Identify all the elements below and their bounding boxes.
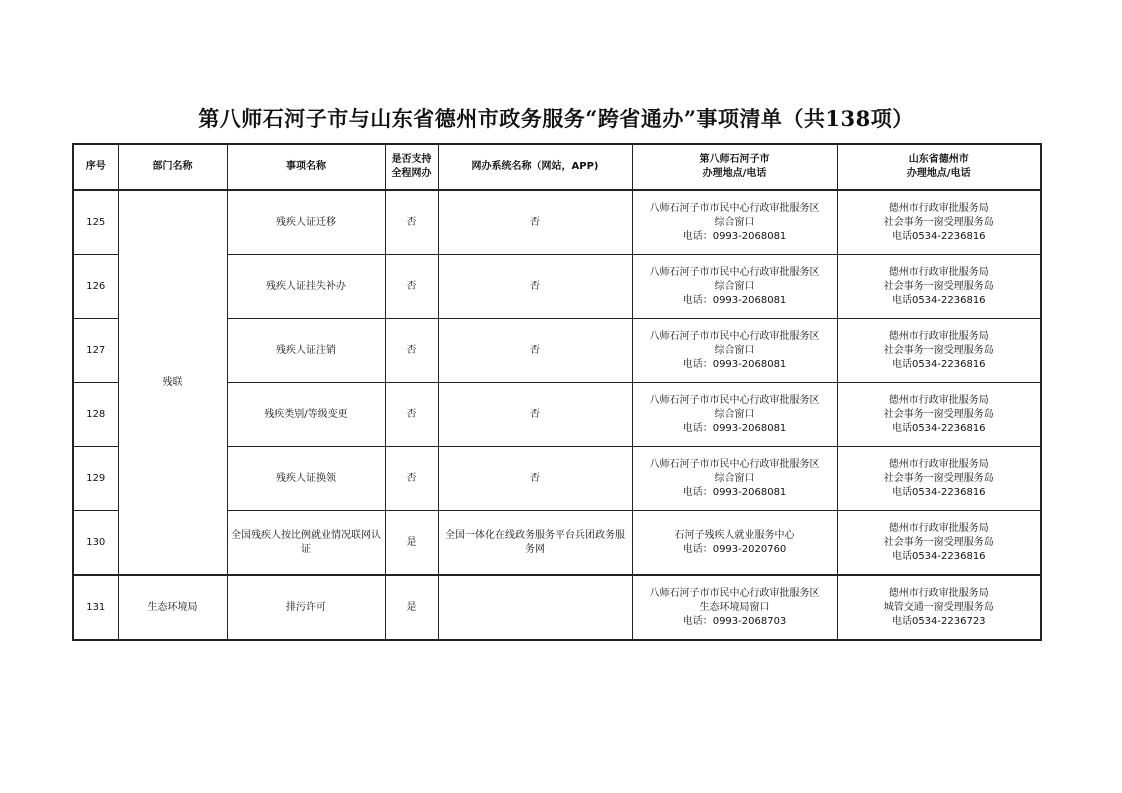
table-row <box>73 190 1041 255</box>
row-system: 否 <box>438 190 632 255</box>
row-full-online: 是 <box>385 511 438 576</box>
row-seq: 130 <box>73 511 118 576</box>
row-item: 残疾人证挂失补办 <box>227 255 385 319</box>
row-dezhou: 德州市行政审批服务局 社会事务一窗受理服务岛 电话0534-2236816 <box>837 190 1041 255</box>
row-item: 残疾人证注销 <box>227 319 385 383</box>
row-shihezi: 八师石河子市市民中心行政审批服务区 综合窗口 电话：0993-2068081 <box>632 190 837 255</box>
row-seq: 131 <box>73 575 118 640</box>
table-header-row <box>73 144 1041 190</box>
row-item: 残疾人证换领 <box>227 447 385 511</box>
table-row <box>73 575 1041 640</box>
items-table <box>72 143 1042 641</box>
row-system: 否 <box>438 319 632 383</box>
row-seq: 127 <box>73 319 118 383</box>
header-dezhou: 山东省德州市 办理地点/电话 <box>837 144 1041 190</box>
row-full-online: 否 <box>385 190 438 255</box>
row-shihezi: 八师石河子市市民中心行政审批服务区 综合窗口 电话：0993-2068081 <box>632 319 837 383</box>
row-dezhou: 德州市行政审批服务局 社会事务一窗受理服务岛 电话0534-2236816 <box>837 255 1041 319</box>
row-item: 全国残疾人按比例就业情况联网认证 <box>227 511 385 576</box>
header-full-online: 是否支持 全程网办 <box>385 144 438 190</box>
row-shihezi: 八师石河子市市民中心行政审批服务区 综合窗口 电话：0993-2068081 <box>632 255 837 319</box>
header-shihezi: 第八师石河子市 办理地点/电话 <box>632 144 837 190</box>
row-system: 否 <box>438 447 632 511</box>
row-seq: 126 <box>73 255 118 319</box>
row-dezhou: 德州市行政审批服务局 社会事务一窗受理服务岛 电话0534-2236816 <box>837 447 1041 511</box>
row-system <box>438 575 632 640</box>
row-dept: 生态环境局 <box>118 575 227 640</box>
row-full-online: 否 <box>385 319 438 383</box>
row-dezhou: 德州市行政审批服务局 社会事务一窗受理服务岛 电话0534-2236816 <box>837 319 1041 383</box>
row-full-online: 否 <box>385 383 438 447</box>
row-full-online: 是 <box>385 575 438 640</box>
row-system: 全国一体化在线政务服务平台兵团政务服务网 <box>438 511 632 576</box>
row-shihezi: 八师石河子市市民中心行政审批服务区 生态环境局窗口 电话：0993-2068703 <box>632 575 837 640</box>
header-dept: 部门名称 <box>118 144 227 190</box>
row-full-online: 否 <box>385 447 438 511</box>
row-dept: 残联 <box>118 190 227 575</box>
row-item: 排污许可 <box>227 575 385 640</box>
row-system: 否 <box>438 255 632 319</box>
row-seq: 125 <box>73 190 118 255</box>
page-title: 第八师石河子市与山东省德州市政务服务“跨省通办”事项清单（共138项） <box>198 106 914 131</box>
row-item: 残疾人证迁移 <box>227 190 385 255</box>
row-full-online: 否 <box>385 255 438 319</box>
row-item: 残疾类别/等级变更 <box>227 383 385 447</box>
header-system: 网办系统名称（网站，APP) <box>438 144 632 190</box>
row-shihezi: 八师石河子市市民中心行政审批服务区 综合窗口 电话：0993-2068081 <box>632 447 837 511</box>
row-system: 否 <box>438 383 632 447</box>
row-shihezi: 石河子残疾人就业服务中心 电话：0993-2020760 <box>632 511 837 576</box>
row-dezhou: 德州市行政审批服务局 城管交通一窗受理服务岛 电话0534-2236723 <box>837 575 1041 640</box>
row-seq: 129 <box>73 447 118 511</box>
header-item: 事项名称 <box>227 144 385 190</box>
row-dezhou: 德州市行政审批服务局 社会事务一窗受理服务岛 电话0534-2236816 <box>837 511 1041 576</box>
row-seq: 128 <box>73 383 118 447</box>
row-dezhou: 德州市行政审批服务局 社会事务一窗受理服务岛 电话0534-2236816 <box>837 383 1041 447</box>
header-seq: 序号 <box>73 144 118 190</box>
row-shihezi: 八师石河子市市民中心行政审批服务区 综合窗口 电话：0993-2068081 <box>632 383 837 447</box>
